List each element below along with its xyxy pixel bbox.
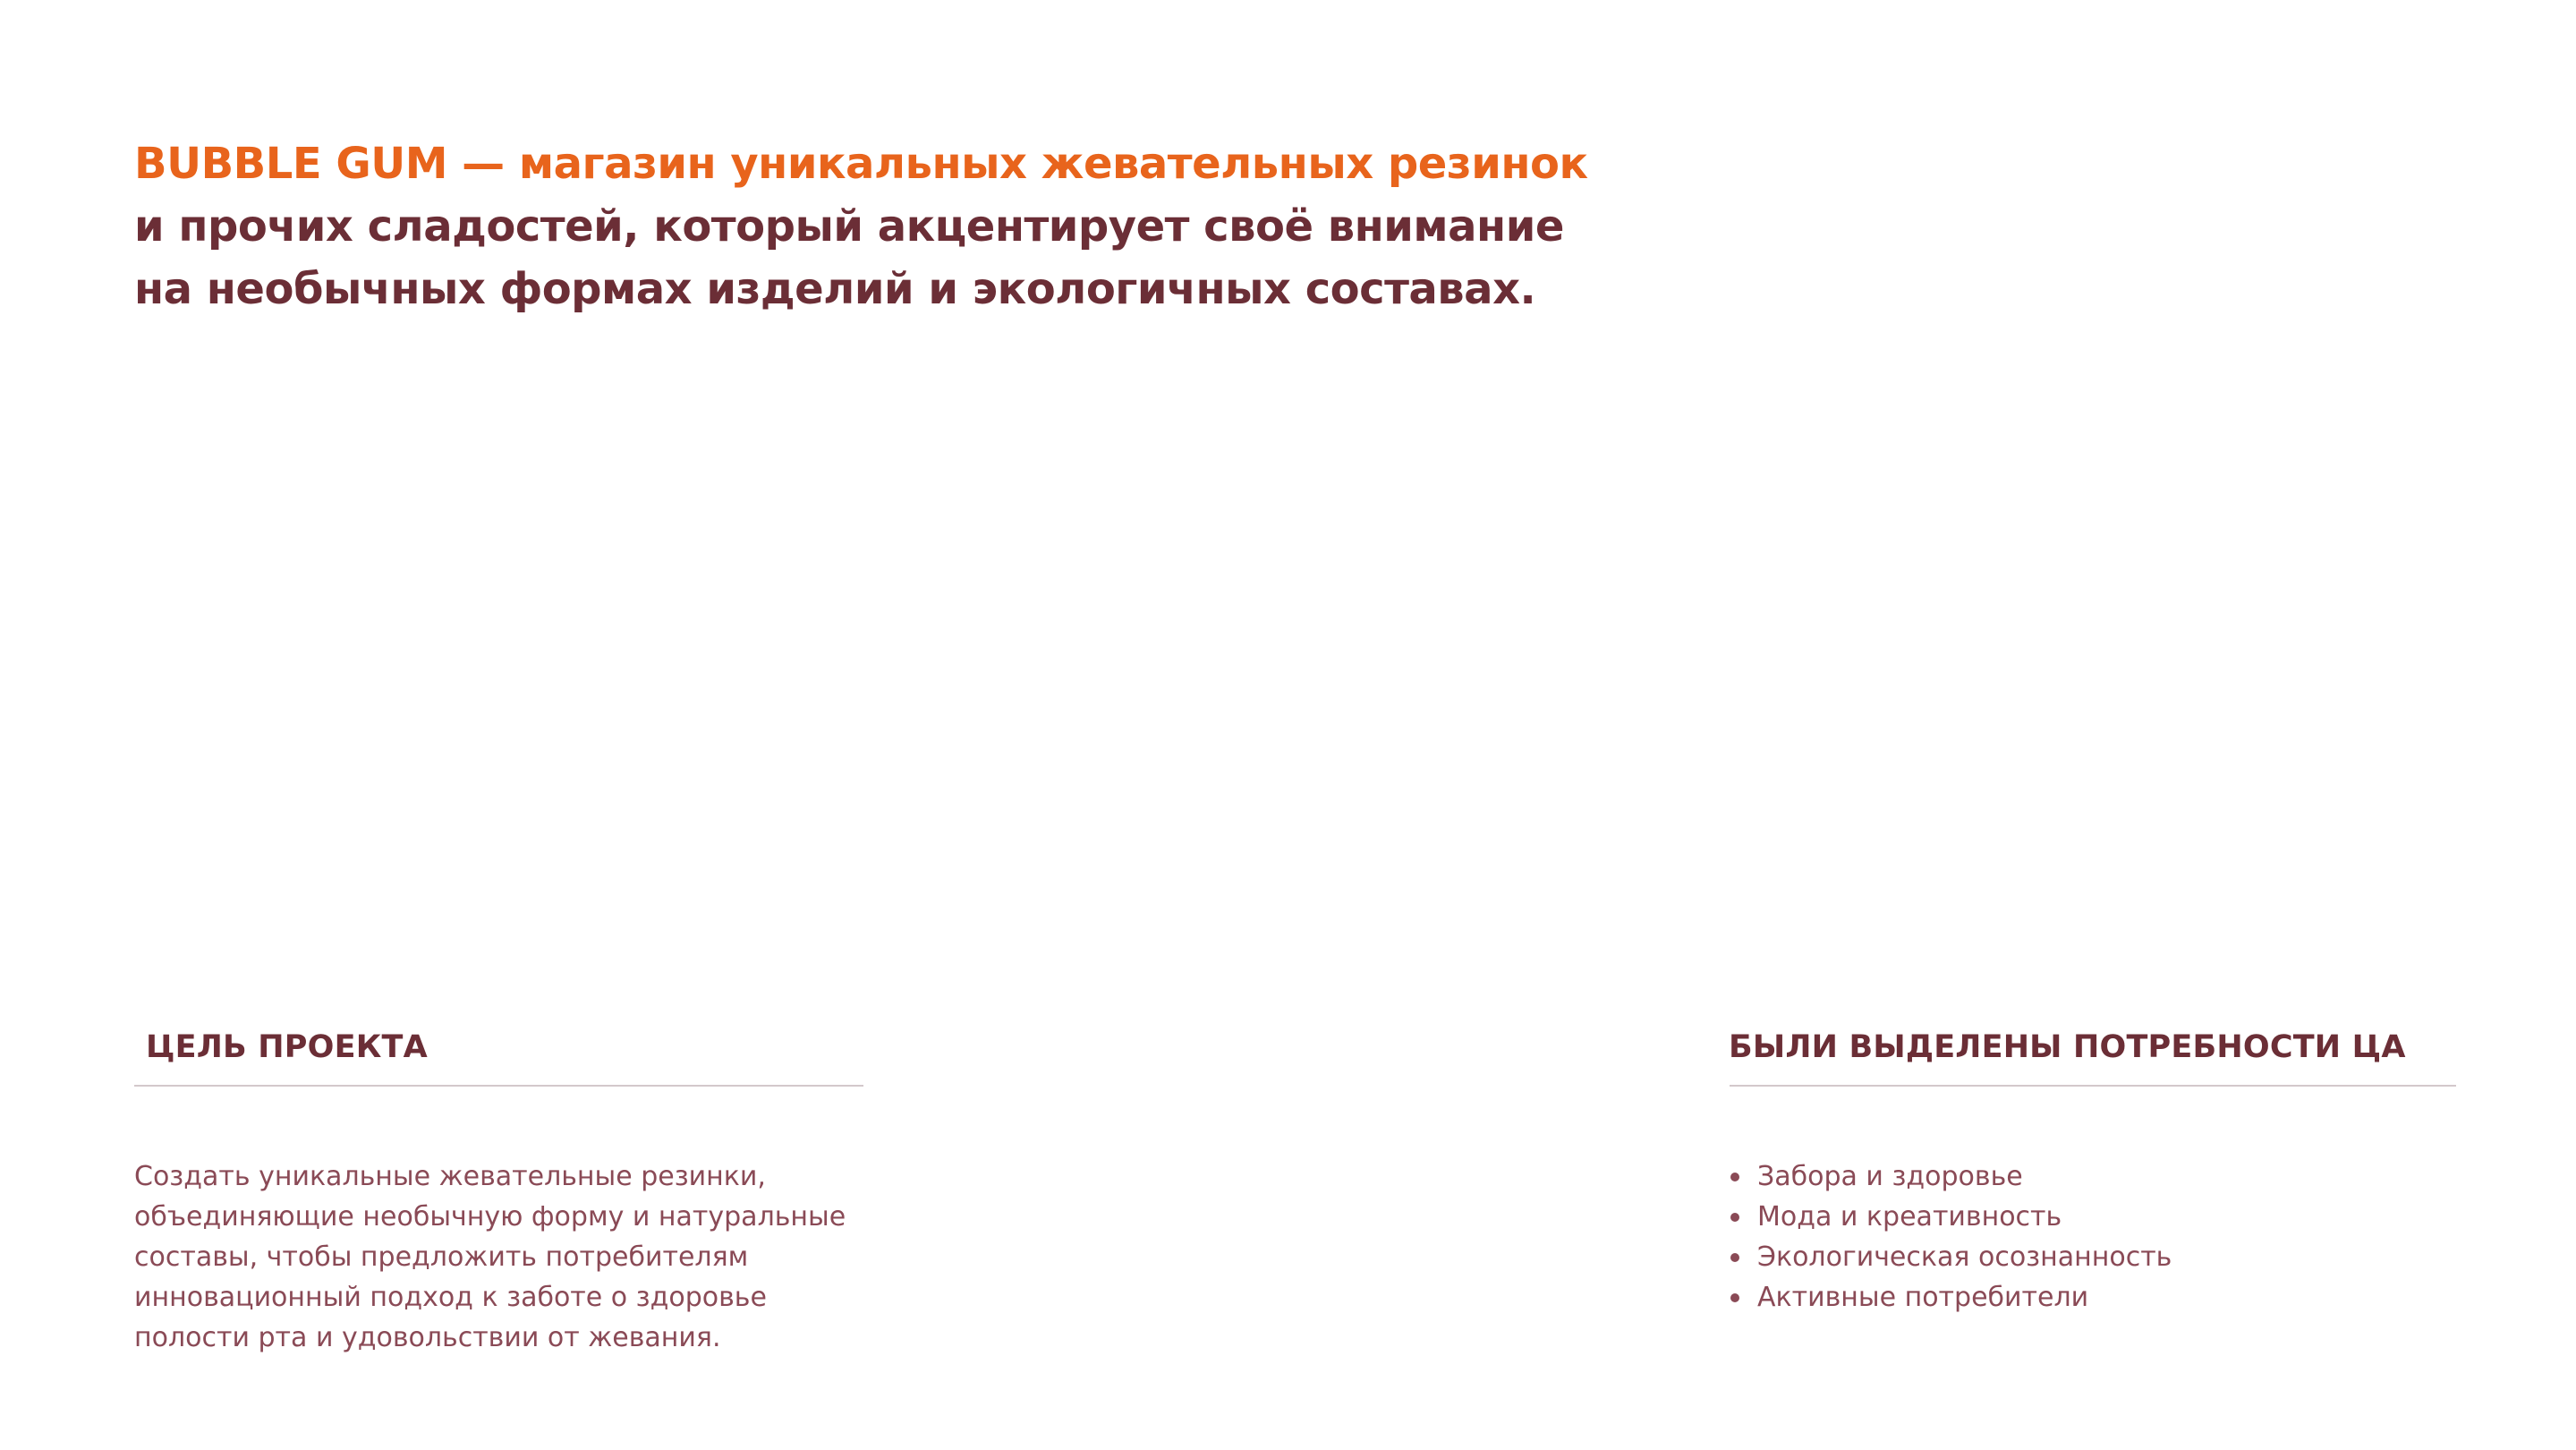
goal-line: составы, чтобы предложить потребителям	[134, 1241, 749, 1273]
list-item	[1729, 1197, 2172, 1237]
needs-list	[1729, 1156, 2172, 1318]
list-item	[1729, 1237, 2172, 1277]
need-label: Активные потребители	[1757, 1282, 2089, 1313]
list-item	[1729, 1277, 2172, 1318]
bullet-icon	[1730, 1213, 1739, 1222]
bullet-icon	[1730, 1293, 1739, 1302]
goal-heading: ЦЕЛЬ ПРОЕКТА	[146, 1029, 428, 1065]
need-label: Экологическая осознанность	[1757, 1241, 2172, 1273]
intro-line-3: на необычных формах изделий и экологичных составах.	[134, 264, 1536, 314]
bullet-icon	[1730, 1173, 1739, 1181]
goal-line: полости рта и удовольствии от жевания.	[134, 1322, 721, 1353]
intro-line-2: и прочих сладостей, который акцентирует своё внимание	[134, 201, 1564, 252]
goal-line: объединяющие необычную форму и натуральные	[134, 1201, 846, 1232]
goal-divider	[134, 1085, 863, 1087]
goal-description	[134, 1156, 850, 1358]
intro-statement	[134, 132, 1655, 320]
need-label: Мода и креативность	[1757, 1201, 2062, 1232]
goal-line: инновационный подход к заботе о здоровье	[134, 1282, 767, 1313]
bullet-icon	[1730, 1253, 1739, 1262]
needs-heading: БЫЛИ ВЫДЕЛЕНЫ ПОТРЕБНОСТИ ЦА	[1729, 1029, 2406, 1065]
list-item	[1729, 1156, 2172, 1197]
need-label: Забора и здоровье	[1757, 1161, 2023, 1192]
needs-divider	[1730, 1085, 2456, 1087]
brand-accent-line: BUBBLE GUM — магазин уникальных жевательных резинок	[134, 139, 1588, 189]
goal-line: Создать уникальные жевательные резинки,	[134, 1161, 766, 1192]
